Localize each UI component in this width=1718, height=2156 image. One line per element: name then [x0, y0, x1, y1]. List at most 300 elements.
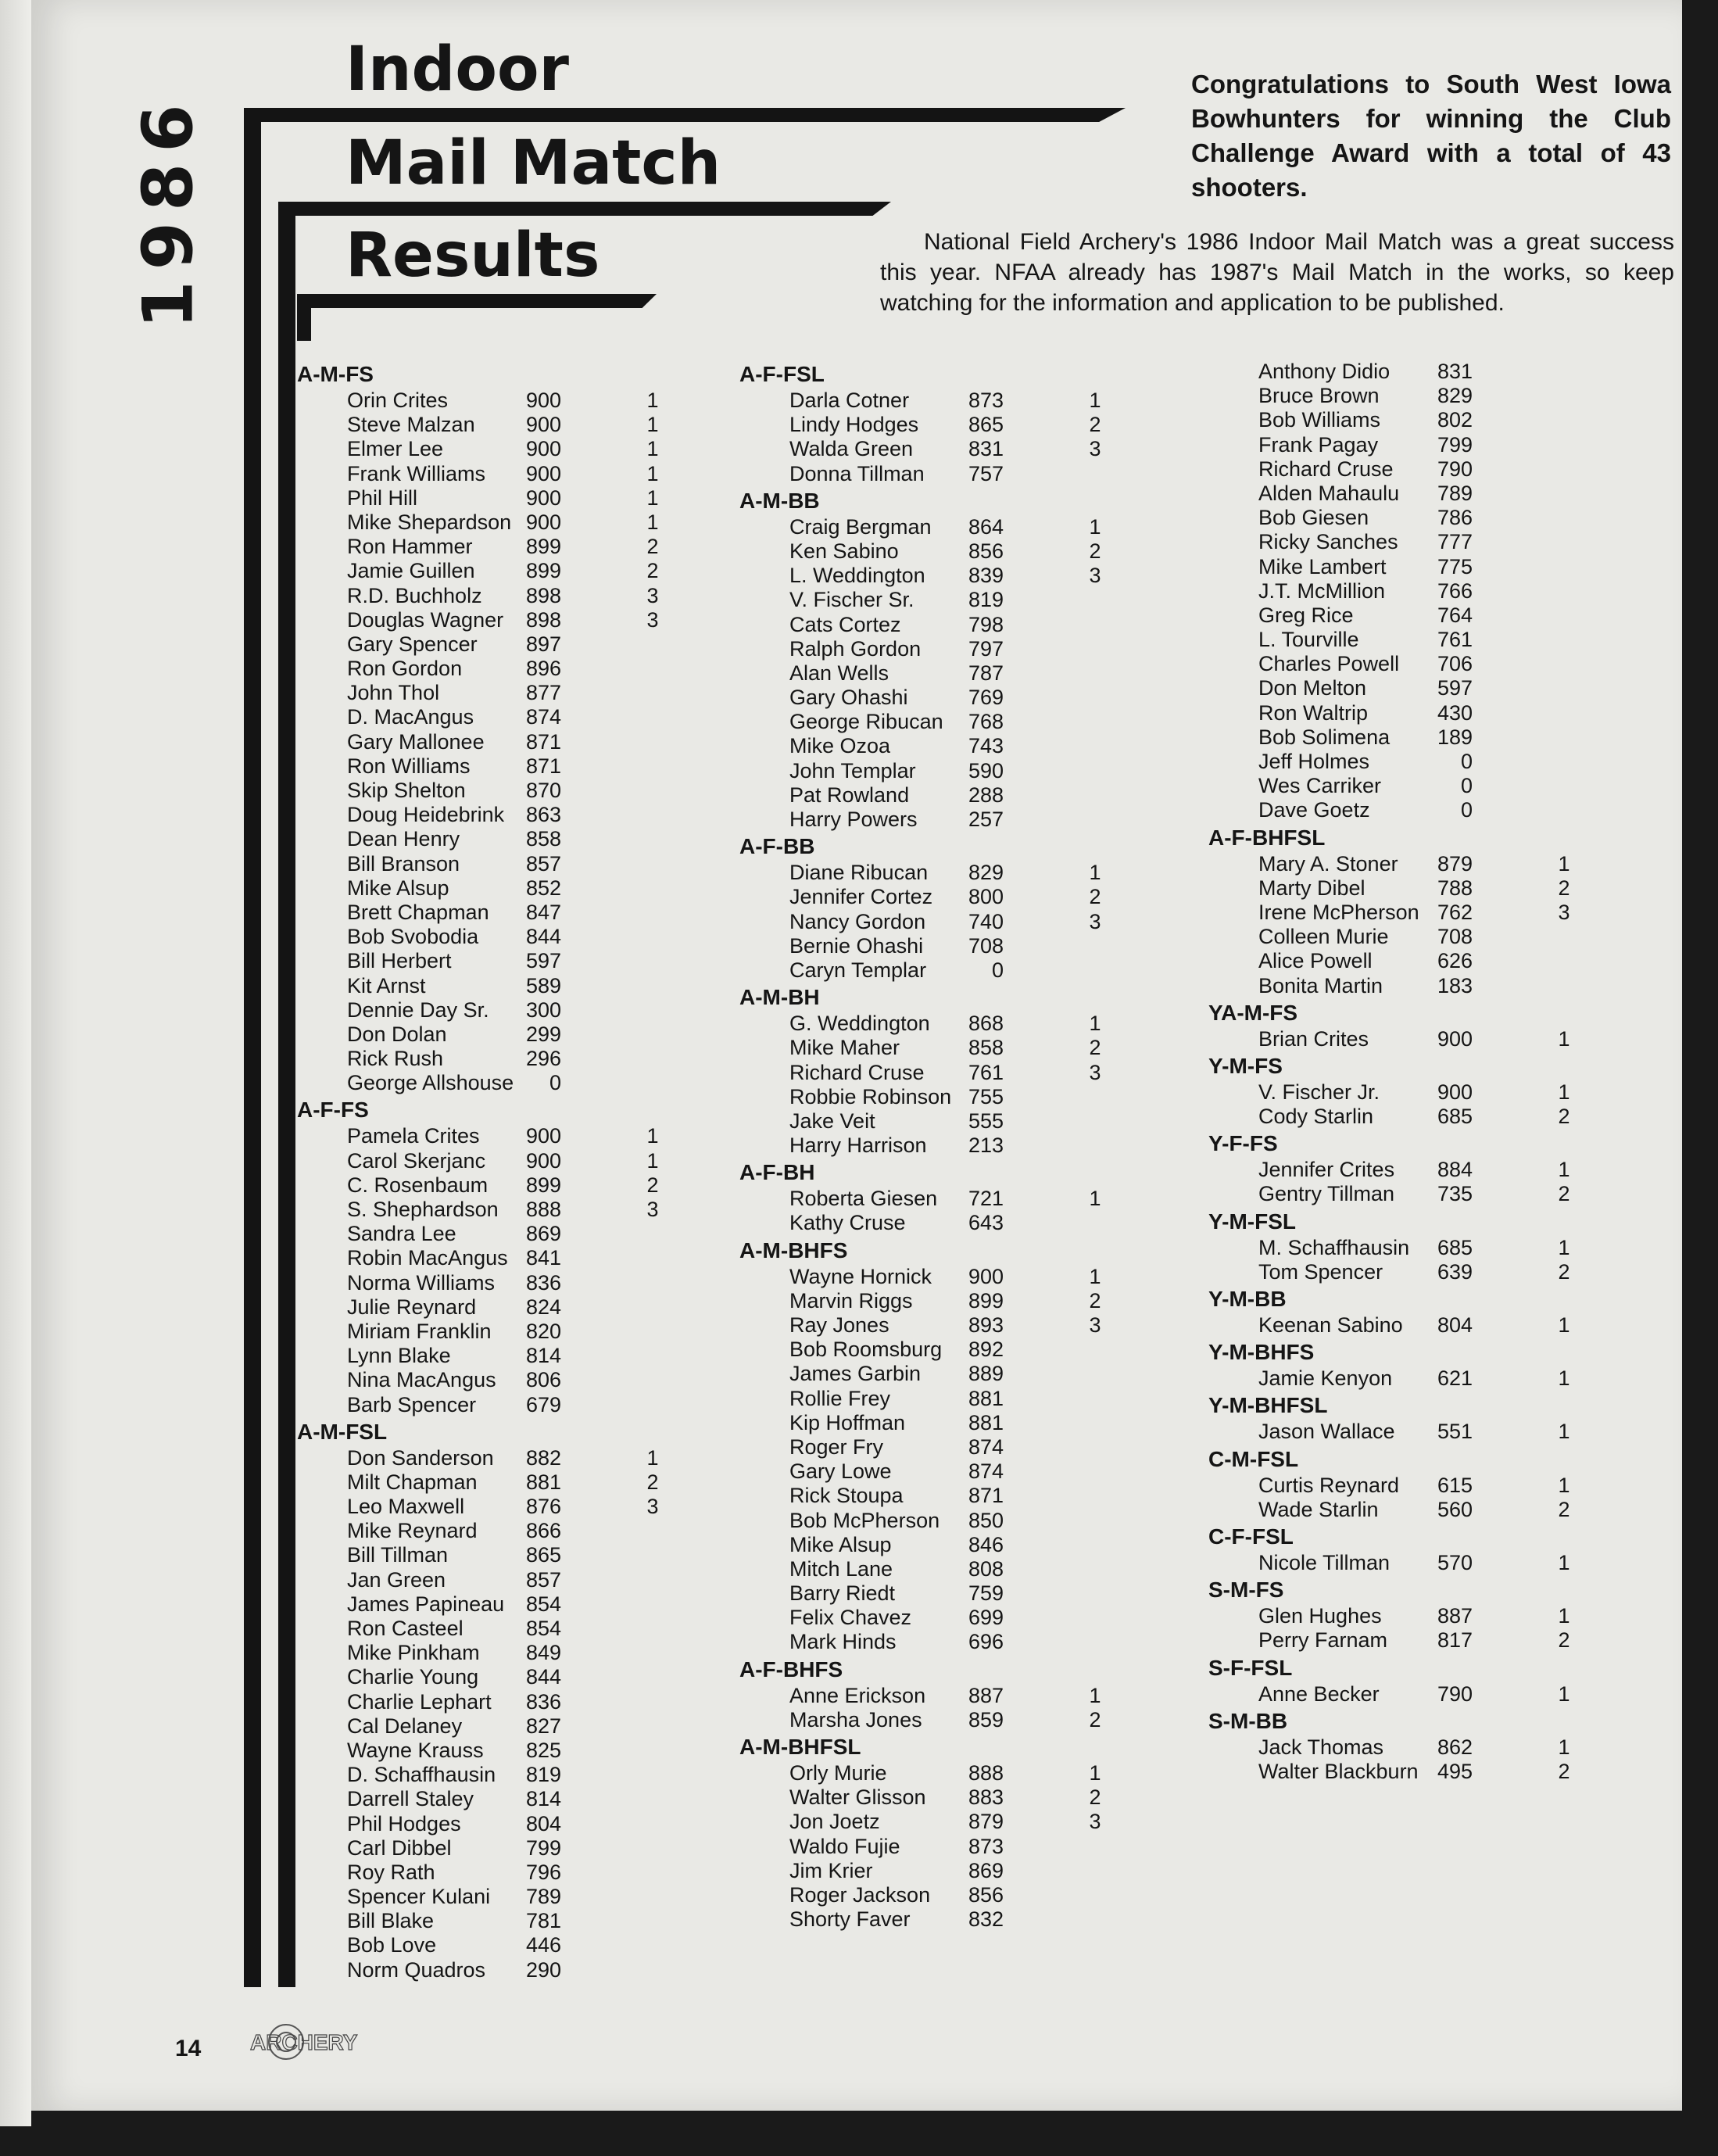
archer-name: Wade Starlin — [1258, 1497, 1379, 1521]
archer-score: 0 — [1460, 750, 1473, 773]
archer-score: 814 — [525, 1344, 561, 1368]
archer-score: 762 — [1437, 900, 1473, 924]
archer-score: 777 — [1437, 530, 1473, 554]
result-row — [297, 1320, 688, 1344]
archer-name: Mark Hinds — [789, 1630, 897, 1654]
result-row — [739, 783, 1130, 808]
result-row — [1208, 1735, 1599, 1760]
result-row — [739, 1134, 1130, 1158]
result-row — [739, 1557, 1130, 1581]
archer-name: Jan Green — [347, 1567, 446, 1592]
division-heading: YA-M-FS — [1208, 1000, 1298, 1025]
archer-place: 3 — [646, 1198, 659, 1221]
result-row — [297, 1933, 688, 1957]
archer-score: 858 — [525, 827, 561, 851]
result-row — [297, 1246, 688, 1270]
result-row — [739, 808, 1130, 832]
archer-score: 817 — [1437, 1628, 1473, 1653]
archer-score: 887 — [1437, 1604, 1473, 1628]
archer-name: Richard Cruse — [789, 1060, 925, 1084]
archer-name: Diane Ribucan — [789, 861, 929, 885]
result-row — [297, 1446, 688, 1470]
division-heading: S-M-FS — [1208, 1578, 1284, 1603]
archer-place: 1 — [1558, 1681, 1570, 1706]
result-row — [739, 1708, 1130, 1732]
archer-score: 430 — [1437, 700, 1473, 725]
archer-name: Cody Starlin — [1258, 1105, 1374, 1129]
page-edge — [0, 0, 31, 2126]
result-row — [739, 1338, 1130, 1362]
archer-score: 597 — [1437, 676, 1473, 700]
archer-name: Ron Gordon — [347, 657, 463, 681]
archer-name: Julie Reynard — [347, 1295, 477, 1319]
archer-name: Ralph Gordon — [789, 636, 922, 661]
archer-score: 743 — [968, 734, 1004, 758]
division-heading: S-M-BB — [1208, 1708, 1288, 1733]
result-row — [297, 803, 688, 827]
archer-name: Leo Maxwell — [347, 1495, 465, 1519]
archer-score: 873 — [968, 389, 1004, 412]
archer-score: 871 — [525, 729, 561, 754]
archer-score: 290 — [525, 1957, 561, 1982]
archer-name: G. Weddington — [789, 1012, 930, 1036]
archer-name: Mike Alsup — [789, 1532, 892, 1556]
archer-score: 899 — [525, 535, 561, 559]
archer-name: Orin Crites — [347, 389, 449, 412]
archer-score: 288 — [968, 783, 1004, 807]
archer-name: Doug Heidebrink — [347, 803, 505, 827]
archer-score: 856 — [968, 539, 1004, 563]
archer-name: James Papineau — [347, 1592, 505, 1616]
archer-place: 3 — [1089, 564, 1101, 588]
archer-score: 0 — [1460, 774, 1473, 798]
archer-name: Jim Krier — [789, 1858, 873, 1882]
result-row — [739, 1085, 1130, 1109]
division-heading: A-M-BHFSL — [739, 1735, 861, 1759]
result-row — [739, 1459, 1130, 1484]
result-row — [1208, 628, 1599, 652]
title-line-2: Mail Match — [345, 128, 721, 199]
result-row — [1208, 457, 1599, 482]
archer-score: 589 — [525, 973, 561, 997]
result-row — [1208, 1260, 1599, 1284]
archer-score: 590 — [968, 758, 1004, 783]
archer-place: 1 — [646, 437, 659, 461]
archer-place: 3 — [1558, 900, 1570, 924]
archer-score: 825 — [525, 1738, 561, 1762]
archer-score: 856 — [968, 1882, 1004, 1907]
result-row — [739, 1533, 1130, 1557]
result-row — [1208, 408, 1599, 432]
archer-name: Bob McPherson — [789, 1508, 940, 1532]
archer-name: Bob Love — [347, 1933, 437, 1957]
archer-score: 865 — [525, 1543, 561, 1567]
archer-place: 3 — [1089, 909, 1101, 933]
archer-name: Ron Williams — [347, 754, 471, 778]
archer-score: 857 — [525, 1567, 561, 1592]
archer-score: 883 — [968, 1785, 1004, 1810]
result-row — [1208, 433, 1599, 457]
archer-score: 831 — [1437, 360, 1473, 383]
result-row — [739, 515, 1130, 539]
archer-name: Charlie Young — [347, 1665, 479, 1689]
title-line-3: Results — [345, 220, 600, 291]
archer-place: 2 — [1558, 1259, 1570, 1284]
result-row — [297, 632, 688, 657]
result-row — [297, 1149, 688, 1173]
result-row — [1208, 1498, 1599, 1522]
archer-place: 1 — [646, 389, 659, 412]
archer-score: 852 — [525, 876, 561, 900]
archer-place: 2 — [1089, 885, 1101, 909]
archer-place: 1 — [1558, 1026, 1570, 1051]
archer-score: 858 — [968, 1036, 1004, 1060]
result-row — [1208, 1420, 1599, 1444]
result-row — [297, 1665, 688, 1689]
archer-name: Bob Williams — [1258, 408, 1381, 432]
result-row — [739, 1265, 1130, 1289]
result-row — [297, 1787, 688, 1811]
result-row — [297, 1222, 688, 1246]
year-text: 1986 — [127, 93, 209, 329]
archer-score: 679 — [525, 1392, 561, 1416]
archer-score: 790 — [1437, 457, 1473, 481]
archer-name: Gary Ohashi — [789, 686, 908, 710]
archer-score: 800 — [968, 885, 1004, 909]
result-row — [1208, 652, 1599, 676]
result-row — [739, 1684, 1130, 1708]
result-row — [739, 1606, 1130, 1630]
archer-score: 899 — [968, 1288, 1004, 1313]
archer-score: 874 — [525, 705, 561, 729]
archer-score: 862 — [1437, 1735, 1473, 1759]
archer-score: 799 — [1437, 432, 1473, 457]
archer-name: Wayne Hornick — [789, 1264, 932, 1288]
archer-name: Craig Bergman — [789, 514, 932, 539]
result-row — [739, 588, 1130, 612]
result-row — [739, 389, 1130, 413]
archer-score: 865 — [968, 413, 1004, 437]
archer-place: 1 — [1558, 851, 1570, 876]
result-row — [1208, 482, 1599, 506]
archer-name: Alice Powell — [1258, 949, 1373, 973]
archer-name: Frank Pagay — [1258, 432, 1379, 457]
result-row — [739, 661, 1130, 686]
archer-name: L. Weddington — [789, 564, 925, 588]
result-row — [1208, 603, 1599, 628]
archer-score: 870 — [525, 779, 561, 802]
archer-name: Nancy Gordon — [789, 909, 926, 933]
result-row — [297, 705, 688, 729]
archer-score: 183 — [1437, 973, 1473, 997]
result-row — [1208, 925, 1599, 949]
archer-name: Norm Quadros — [347, 1957, 486, 1982]
archer-score: 869 — [525, 1222, 561, 1246]
result-row — [297, 1617, 688, 1641]
archer-score: 740 — [968, 909, 1004, 933]
archer-score: 847 — [525, 900, 561, 924]
archer-name: Bill Blake — [347, 1909, 435, 1933]
archer-name: Lindy Hodges — [789, 413, 919, 437]
result-row — [1208, 701, 1599, 725]
archer-score: 446 — [525, 1933, 561, 1957]
results-column-3 — [1208, 360, 1599, 1784]
archer-place: 3 — [1089, 1810, 1101, 1834]
archer-score: 900 — [968, 1264, 1004, 1288]
archer-name: Jennifer Crites — [1258, 1158, 1395, 1182]
result-row — [1208, 506, 1599, 530]
archer-name: Pat Rowland — [789, 783, 910, 807]
archer-name: George Allshouse — [347, 1071, 514, 1095]
archer-score: 597 — [525, 949, 561, 973]
archer-name: Bill Branson — [347, 851, 460, 876]
archer-place: 1 — [1558, 1473, 1570, 1497]
archer-name: Richard Cruse — [1258, 457, 1394, 481]
result-row — [739, 1313, 1130, 1338]
result-row — [1208, 949, 1599, 973]
result-row — [739, 1387, 1130, 1411]
result-row — [739, 1362, 1130, 1386]
result-row — [1208, 676, 1599, 700]
result-row — [297, 1295, 688, 1320]
result-row — [297, 1592, 688, 1617]
result-row — [297, 1641, 688, 1665]
result-row — [297, 1568, 688, 1592]
archer-name: Mike Alsup — [347, 876, 449, 900]
archer-name: Jamie Kenyon — [1258, 1366, 1393, 1391]
archer-name: M. Schaffhausin — [1258, 1235, 1410, 1259]
archer-place: 1 — [1089, 1761, 1101, 1785]
archer-score: 827 — [525, 1714, 561, 1738]
archer-score: 820 — [525, 1319, 561, 1343]
archer-score: 798 — [968, 612, 1004, 636]
archer-score: 900 — [525, 1148, 561, 1173]
archer-name: Darrell Staley — [347, 1787, 474, 1811]
archer-name: Dennie Day Sr. — [347, 997, 489, 1022]
archer-place: 1 — [646, 510, 659, 534]
result-row — [297, 1909, 688, 1933]
archer-place: 1 — [1558, 1158, 1570, 1182]
result-row — [297, 1690, 688, 1714]
result-row — [739, 885, 1130, 909]
result-row — [297, 1198, 688, 1222]
archer-name: Steve Malzan — [347, 413, 475, 437]
archer-place: 2 — [1089, 1288, 1101, 1313]
archer-name: Bob Solimena — [1258, 725, 1391, 749]
result-row — [739, 1581, 1130, 1606]
result-row — [739, 1509, 1130, 1533]
result-row — [297, 681, 688, 705]
result-row — [739, 1109, 1130, 1134]
archer-place: 2 — [1089, 539, 1101, 563]
archer-score: 560 — [1437, 1497, 1473, 1521]
archer-name: Lynn Blake — [347, 1344, 451, 1368]
archer-name: James Garbin — [789, 1362, 922, 1386]
archer-name: Jake Veit — [789, 1108, 875, 1133]
archer-score: 896 — [525, 657, 561, 681]
division-heading: A-F-FSL — [739, 362, 825, 386]
archer-name: Donna Tillman — [789, 461, 925, 485]
result-row — [739, 437, 1130, 461]
archer-name: Dean Henry — [347, 827, 460, 851]
result-row — [1208, 1604, 1599, 1628]
archer-name: Walter Glisson — [789, 1785, 926, 1810]
archer-score: 900 — [525, 389, 561, 412]
archer-score: 836 — [525, 1689, 561, 1714]
archer-name: Carol Skerjanc — [347, 1148, 486, 1173]
archer-name: Waldo Fujie — [789, 1834, 900, 1858]
result-row — [1208, 530, 1599, 554]
result-row — [1208, 1158, 1599, 1182]
archer-name: Don Sanderson — [347, 1445, 494, 1470]
archer-score: 897 — [525, 632, 561, 656]
result-row — [1208, 725, 1599, 750]
archer-score: 899 — [525, 559, 561, 583]
result-row — [739, 1289, 1130, 1313]
result-row — [297, 1124, 688, 1148]
archer-name: L. Tourville — [1258, 628, 1359, 652]
archer-score: 832 — [968, 1907, 1004, 1932]
result-row — [739, 1187, 1130, 1211]
archer-score: 887 — [968, 1683, 1004, 1707]
result-row — [739, 1810, 1130, 1834]
division-heading: A-F-BH — [739, 1160, 815, 1185]
result-row — [1208, 852, 1599, 876]
division-heading: Y-M-BB — [1208, 1287, 1287, 1311]
archer-name: Harry Harrison — [789, 1134, 927, 1158]
archer-score: 881 — [525, 1470, 561, 1494]
archer-score: 814 — [525, 1787, 561, 1811]
archer-score: 884 — [1437, 1158, 1473, 1182]
archer-name: Ken Sabino — [789, 539, 899, 563]
division-heading: Y-M-BHFS — [1208, 1340, 1315, 1365]
archer-score: 879 — [1437, 851, 1473, 876]
archer-place: 1 — [1558, 1235, 1570, 1259]
archer-score: 859 — [968, 1707, 1004, 1732]
result-row — [739, 1785, 1130, 1810]
archer-score: 829 — [1437, 384, 1473, 408]
result-row — [297, 974, 688, 998]
archer-score: 639 — [1437, 1259, 1473, 1284]
result-row — [1208, 1366, 1599, 1391]
archer-place: 1 — [1089, 1187, 1101, 1211]
archer-score: 824 — [525, 1295, 561, 1319]
archer-name: Shorty Faver — [789, 1907, 911, 1932]
result-row — [297, 486, 688, 510]
archer-place: 1 — [1558, 1420, 1570, 1444]
archer-name: Gary Spencer — [347, 632, 478, 656]
archer-name: Orly Murie — [789, 1761, 887, 1785]
archer-score: 755 — [968, 1084, 1004, 1108]
archer-score: 802 — [1437, 408, 1473, 432]
division-heading: Y-M-FSL — [1208, 1209, 1296, 1234]
archer-score: 857 — [525, 851, 561, 876]
archer-name: Curtis Reynard — [1258, 1473, 1400, 1497]
result-row — [297, 584, 688, 608]
result-row — [739, 1061, 1130, 1085]
archer-score: 299 — [525, 1022, 561, 1046]
archer-score: 804 — [1437, 1313, 1473, 1337]
result-row — [1208, 1182, 1599, 1206]
archer-place: 1 — [1089, 1264, 1101, 1288]
archer-score: 0 — [1460, 798, 1473, 822]
archer-name: Anthony Didio — [1258, 360, 1391, 383]
archer-place: 1 — [646, 413, 659, 437]
division-heading: A-M-BB — [739, 488, 820, 513]
archer-name: Perry Farnam — [1258, 1628, 1388, 1653]
archer-score: 854 — [525, 1592, 561, 1616]
archer-name: Marsha Jones — [789, 1707, 922, 1732]
archer-name: V. Fischer Jr. — [1258, 1080, 1380, 1104]
archer-place: 2 — [1558, 876, 1570, 900]
archer-score: 841 — [525, 1246, 561, 1270]
archer-score: 900 — [525, 510, 561, 534]
result-row — [739, 1907, 1130, 1932]
division-heading: A-M-BH — [739, 985, 820, 1010]
archer-name: S. Shephardson — [347, 1198, 499, 1221]
archer-name: Kathy Cruse — [789, 1211, 906, 1235]
archer-score: 854 — [525, 1617, 561, 1640]
page-number: 14 — [175, 2036, 202, 2061]
archer-name: Gary Lowe — [789, 1459, 892, 1484]
archer-place: 2 — [1089, 1036, 1101, 1060]
archer-name: Bonita Martin — [1258, 973, 1383, 997]
division-heading: A-M-BHFS — [739, 1237, 848, 1262]
result-row — [297, 1368, 688, 1392]
archer-place: 2 — [1558, 1105, 1570, 1129]
year-vertical — [117, 93, 219, 329]
result-row — [1208, 1105, 1599, 1129]
result-row — [297, 925, 688, 949]
archer-name: Gentry Tillman — [1258, 1182, 1395, 1206]
archer-name: Walda Green — [789, 437, 914, 461]
result-row — [297, 1519, 688, 1543]
archer-place: 2 — [1558, 1759, 1570, 1783]
archer-score: 874 — [968, 1434, 1004, 1459]
archer-name: Frank Williams — [347, 461, 486, 485]
archer-score: 643 — [968, 1211, 1004, 1235]
result-row — [739, 1411, 1130, 1435]
archer-name: Don Melton — [1258, 676, 1367, 700]
archer-name: R.D. Buchholz — [347, 583, 482, 607]
archer-score: 846 — [968, 1532, 1004, 1556]
archer-name: Ron Hammer — [347, 535, 473, 559]
archer-name: Milt Chapman — [347, 1470, 478, 1494]
archer-name: Wes Carriker — [1258, 774, 1382, 798]
result-row — [297, 1344, 688, 1368]
division-heading: A-M-FS — [297, 362, 374, 386]
archer-score: 708 — [968, 933, 1004, 958]
archer-name: Kip Hoffman — [789, 1410, 906, 1434]
archer-score: 551 — [1437, 1420, 1473, 1444]
result-row — [297, 1885, 688, 1909]
result-row — [297, 535, 688, 559]
archer-place: 1 — [1558, 1080, 1570, 1104]
result-row — [739, 1761, 1130, 1785]
archer-name: Mike Shepardson — [347, 510, 512, 534]
result-row — [297, 1543, 688, 1567]
archer-score: 900 — [525, 413, 561, 437]
division-heading: Y-F-FS — [1208, 1131, 1278, 1156]
result-row — [297, 1173, 688, 1198]
archer-name: Walter Blackburn — [1258, 1759, 1419, 1783]
archer-score: 621 — [1437, 1366, 1473, 1391]
archer-name: Dave Goetz — [1258, 798, 1370, 822]
archer-name: Brett Chapman — [347, 900, 489, 924]
result-row — [739, 686, 1130, 710]
archer-score: 706 — [1437, 652, 1473, 676]
archer-place: 2 — [646, 535, 659, 559]
